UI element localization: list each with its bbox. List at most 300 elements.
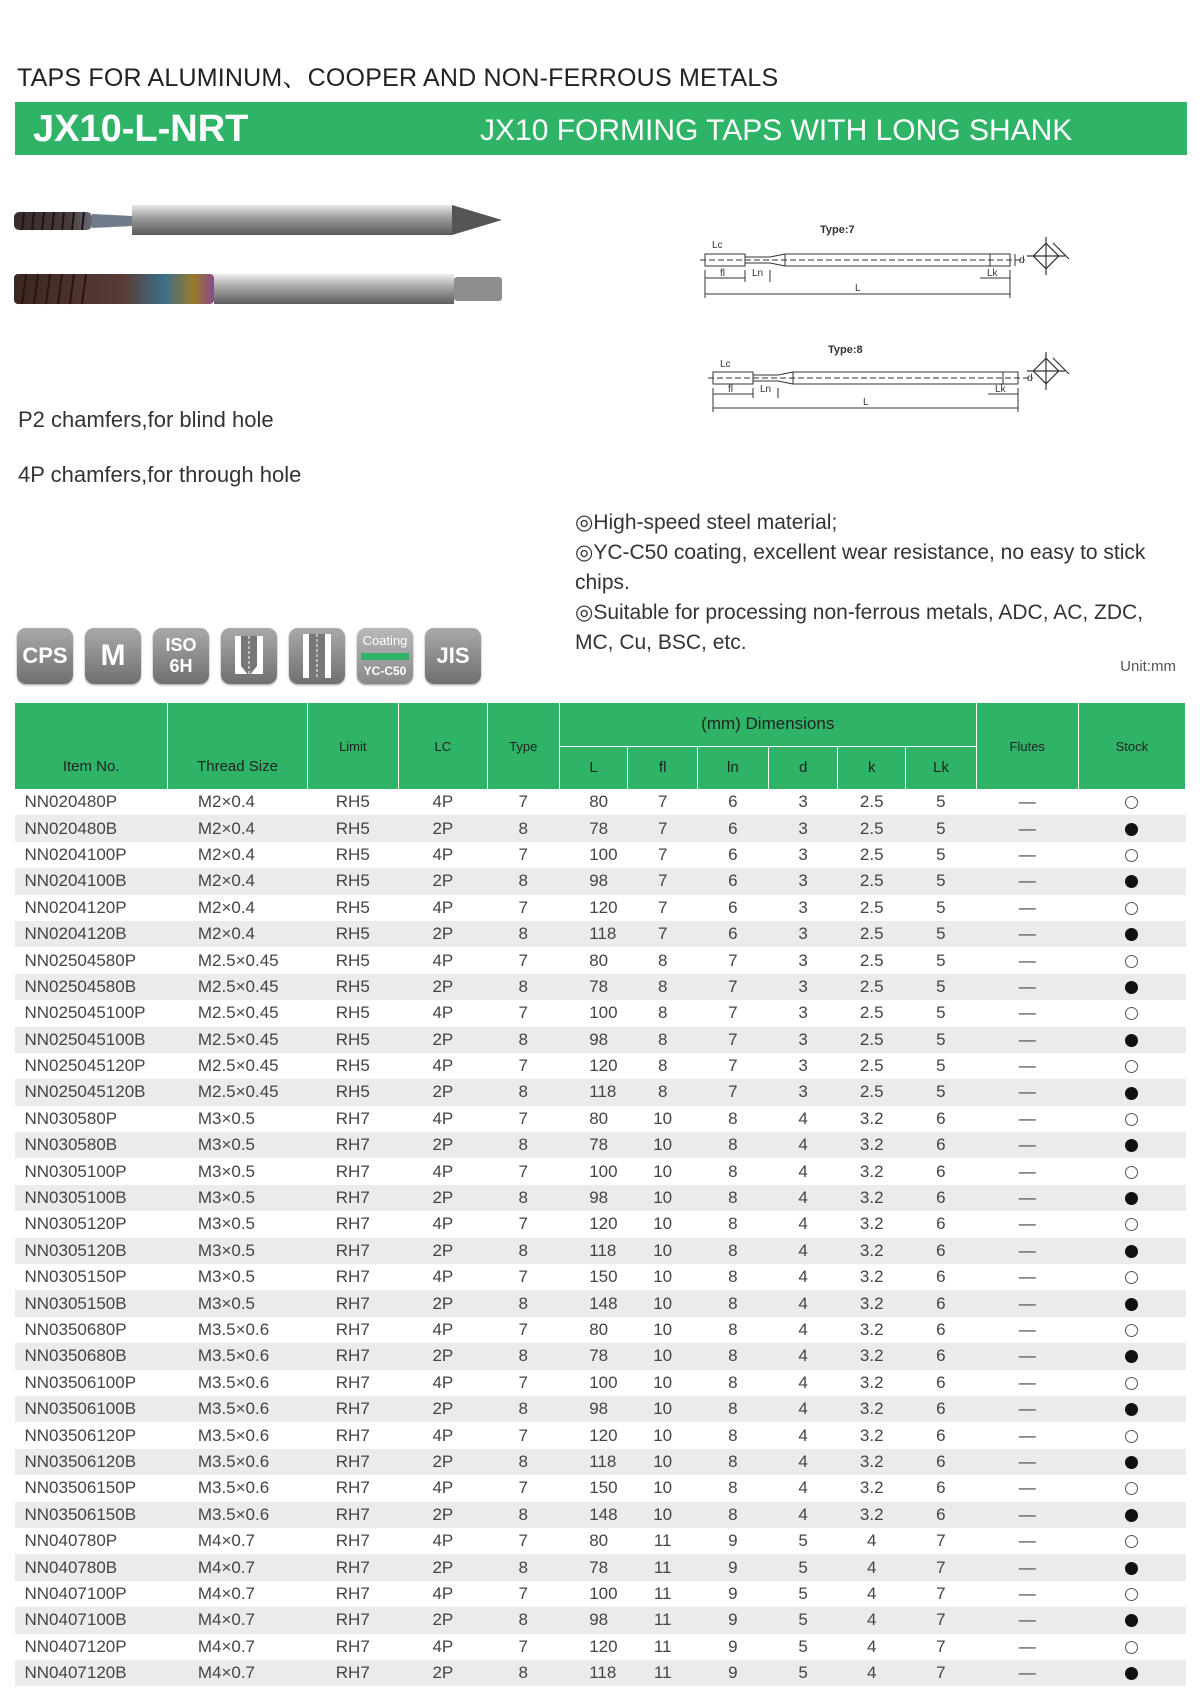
ln-cell: 9	[728, 1583, 738, 1603]
item-no-cell: NN0204100B	[15, 868, 168, 894]
thread-size-cell: M4×0.7	[168, 1660, 307, 1686]
flutes-cell: —	[1018, 1161, 1036, 1181]
item-no-cell: NN0407100B	[15, 1607, 168, 1633]
fl-cell: 11	[653, 1583, 672, 1603]
type-cell: 8	[487, 921, 559, 947]
d-cell: 4	[798, 1108, 808, 1128]
flutes-cell: —	[1018, 1531, 1036, 1551]
lk-cell: 6	[906, 1132, 977, 1158]
d-cell: 3	[768, 1027, 838, 1053]
stock-cell	[1078, 1370, 1185, 1396]
fl-cell: 11	[628, 1554, 698, 1580]
l-cell: 120	[589, 1056, 618, 1076]
lc-cell: 4P	[432, 1320, 454, 1339]
table-row	[15, 1238, 1186, 1264]
ln-cell: 7	[698, 1079, 769, 1105]
lc-cell: 2P	[398, 1607, 487, 1633]
col-lc: LC	[398, 703, 487, 789]
title-banner	[15, 102, 1187, 155]
l-cell: 150	[589, 1478, 618, 1498]
lk-cell: 6	[936, 1108, 946, 1128]
lc-cell: 4P	[432, 792, 454, 812]
ln-cell: 6	[728, 897, 738, 917]
lk-cell: 6	[906, 1238, 977, 1264]
lk-cell: 5	[936, 897, 946, 917]
l-cell: 148	[559, 1290, 628, 1316]
thread-size-cell: M2×0.4	[197, 792, 256, 812]
table-row	[15, 789, 1186, 815]
ln-cell: 7	[698, 974, 769, 1000]
lc-cell: 4P	[432, 1108, 454, 1128]
stock-cell	[1078, 1554, 1185, 1580]
ln-cell: 8	[728, 1214, 738, 1234]
d-cell: 4	[798, 1425, 808, 1445]
k-cell: 2.5	[838, 974, 906, 1000]
l-cell: 98	[559, 868, 628, 894]
fl-cell: 7	[628, 921, 698, 947]
fl-cell: 8	[657, 1056, 668, 1076]
ln-cell: 7	[728, 1003, 738, 1023]
k-cell: 3.2	[838, 1449, 906, 1475]
type-cell: 7	[518, 844, 529, 864]
col-Lk: Lk	[906, 746, 977, 789]
not-in-stock-circle-icon	[1125, 1588, 1138, 1601]
type-cell: 8	[487, 1290, 559, 1316]
fl-cell: 11	[628, 1607, 698, 1633]
stock-cell	[1078, 1581, 1185, 1607]
type-cell: 7	[518, 1214, 529, 1234]
lk-cell: 6	[936, 1372, 946, 1392]
lk-cell: 6	[906, 1449, 977, 1475]
limit-cell: RH7	[307, 1449, 398, 1475]
type-cell: 7	[518, 897, 529, 917]
col-k: k	[838, 746, 906, 789]
flutes-cell: —	[1018, 950, 1036, 970]
stock-cell	[1078, 1396, 1185, 1422]
lk-cell: 5	[936, 1003, 946, 1023]
limit-cell: RH7	[307, 1554, 398, 1580]
ln-cell: 8	[728, 1320, 738, 1339]
cps-badge: CPS	[17, 628, 73, 684]
fl-label: fl	[720, 268, 725, 279]
item-no-cell: NN0204100P	[24, 844, 127, 864]
d-cell: 4	[798, 1267, 808, 1287]
item-no-cell: NN0407120P	[24, 1636, 127, 1656]
in-stock-dot-icon	[1125, 981, 1138, 994]
k-cell: 3.2	[859, 1372, 884, 1392]
d-cell: 5	[798, 1636, 808, 1656]
l-cell: 118	[559, 1660, 628, 1686]
fl-cell: 10	[653, 1161, 673, 1181]
type-cell: 7	[518, 1425, 529, 1445]
lc-cell: 4P	[432, 1636, 454, 1656]
thread-size-cell: M2.5×0.45	[197, 950, 279, 970]
thread-size-cell: M3.5×0.6	[168, 1502, 307, 1528]
lk-cell: 6	[936, 1425, 946, 1445]
thread-size-cell: M3×0.5	[197, 1214, 256, 1234]
thread-size-cell: M2×0.4	[197, 897, 256, 917]
lc-cell: 2P	[398, 1449, 487, 1475]
k-cell: 3.2	[859, 1214, 884, 1234]
limit-cell: RH5	[307, 1079, 398, 1105]
l-cell: 78	[559, 1132, 628, 1158]
l-cell: 98	[559, 1396, 628, 1422]
table-row	[15, 1158, 1186, 1184]
d-cell: 4	[768, 1132, 838, 1158]
limit-cell: RH7	[307, 1502, 398, 1528]
ln-cell: 9	[728, 1636, 738, 1656]
limit-cell: RH7	[307, 1185, 398, 1211]
type7-diagram	[690, 220, 1050, 310]
k-cell: 3.2	[859, 1108, 884, 1128]
lk-cell: 7	[906, 1660, 977, 1686]
stock-cell	[1078, 1317, 1185, 1343]
d-cell: 3	[798, 844, 808, 864]
k-cell: 2.5	[859, 792, 884, 812]
k-cell: 4	[867, 1636, 877, 1656]
fl-cell: 10	[628, 1343, 698, 1369]
item-no-cell: NN03506100B	[15, 1396, 168, 1422]
not-in-stock-circle-icon	[1125, 955, 1138, 968]
flutes-cell: —	[976, 868, 1078, 894]
flutes-cell: —	[1018, 1320, 1036, 1339]
lk-cell: 6	[906, 1396, 977, 1422]
thread-size-cell: M3×0.5	[197, 1108, 256, 1128]
thread-size-cell: M2.5×0.45	[197, 1003, 279, 1023]
ln-label: Ln	[752, 268, 764, 279]
item-no-cell: NN0204120B	[15, 921, 168, 947]
not-in-stock-circle-icon	[1125, 1060, 1138, 1073]
k-cell: 4	[867, 1531, 877, 1551]
lk-cell: 7	[906, 1554, 977, 1580]
lc-cell: 4P	[432, 1478, 454, 1498]
col-stock: Stock	[1078, 703, 1185, 789]
limit-cell: RH7	[335, 1531, 370, 1551]
flutes-cell: —	[976, 921, 1078, 947]
d-cell: 4	[798, 1214, 808, 1234]
in-stock-dot-icon	[1125, 1403, 1138, 1416]
flutes-cell: —	[976, 1238, 1078, 1264]
spec-table	[14, 703, 1186, 1686]
lk-cell: 6	[936, 1214, 946, 1234]
fl-cell: 8	[657, 1003, 668, 1023]
through-hole-icon	[289, 628, 345, 684]
flutes-cell: —	[1018, 1003, 1036, 1023]
type-cell: 8	[487, 1185, 559, 1211]
limit-cell: RH7	[307, 1396, 398, 1422]
item-no-cell: NN0350680B	[15, 1343, 168, 1369]
flutes-cell: —	[976, 1343, 1078, 1369]
ln-cell: 8	[698, 1449, 769, 1475]
coating-yc-c50-badge: Coating YC-C50	[357, 628, 413, 684]
lc-cell: 2P	[398, 1343, 487, 1369]
table-row	[15, 1528, 1186, 1554]
table-row	[15, 1264, 1186, 1290]
table-row	[15, 1079, 1186, 1105]
l-cell: 120	[589, 1636, 618, 1656]
col-fl: fl	[628, 746, 698, 789]
stock-cell	[1078, 974, 1185, 1000]
thread-size-cell: M4×0.7	[168, 1607, 307, 1633]
fl-cell: 11	[628, 1660, 698, 1686]
d-cell: 3	[798, 950, 808, 970]
limit-cell: RH7	[307, 1132, 398, 1158]
stock-cell	[1078, 1000, 1185, 1026]
fl-cell: 8	[628, 974, 698, 1000]
lk-cell: 6	[906, 1185, 977, 1211]
not-in-stock-circle-icon	[1125, 1377, 1138, 1390]
square-end-symbol-8	[1025, 350, 1075, 400]
lk-cell: 6	[936, 1320, 946, 1339]
l-cell: 98	[559, 1027, 628, 1053]
item-no-cell: NN025045100P	[24, 1003, 146, 1023]
k-cell: 2.5	[838, 815, 906, 841]
type-cell: 8	[487, 1343, 559, 1369]
in-stock-dot-icon	[1125, 1456, 1138, 1469]
k-cell: 4	[867, 1583, 877, 1603]
l-cell: 98	[559, 1607, 628, 1633]
flutes-cell: —	[976, 1554, 1078, 1580]
limit-cell: RH5	[335, 1056, 370, 1076]
not-in-stock-circle-icon	[1125, 1324, 1138, 1337]
thread-size-cell: M3×0.5	[168, 1132, 307, 1158]
l-cell: 80	[589, 1108, 609, 1128]
ln-cell: 8	[698, 1396, 769, 1422]
lc-cell: 2P	[398, 921, 487, 947]
lc-cell: 2P	[398, 1027, 487, 1053]
type-cell: 8	[487, 1027, 559, 1053]
limit-cell: RH5	[335, 1003, 370, 1023]
lc-cell: 4P	[432, 897, 454, 917]
item-no-cell: NN025045100B	[15, 1027, 168, 1053]
k-cell: 2.5	[859, 897, 884, 917]
stock-cell	[1078, 1185, 1185, 1211]
not-in-stock-circle-icon	[1125, 1007, 1138, 1020]
square-end-symbol	[1025, 235, 1075, 285]
ln-cell: 6	[698, 921, 769, 947]
ln-cell: 8	[698, 1185, 769, 1211]
lc-cell: 4P	[432, 1583, 454, 1603]
limit-cell: RH7	[335, 1372, 370, 1392]
flutes-cell: —	[1018, 1267, 1036, 1287]
thread-size-cell: M2.5×0.45	[168, 1027, 307, 1053]
category-title: TAPS FOR ALUMINUM、COOPER AND NON-FERROUS METALS	[17, 64, 779, 92]
ln-cell: 8	[728, 1478, 738, 1498]
fl-cell: 7	[657, 844, 668, 864]
fl-cell: 10	[653, 1478, 673, 1498]
lc-cell: 2P	[398, 1502, 487, 1528]
k-cell: 3.2	[859, 1425, 884, 1445]
thread-size-cell: M3.5×0.6	[197, 1478, 270, 1498]
chamfer-p2-note: P2 chamfers,for blind hole	[18, 407, 274, 432]
type-cell: 7	[518, 1320, 529, 1339]
item-no-cell: NN040780P	[24, 1531, 118, 1551]
l-cell: 100	[589, 1161, 618, 1181]
l-cell: 100	[589, 1003, 618, 1023]
lc-cell: 2P	[398, 1396, 487, 1422]
flutes-cell: —	[1018, 1056, 1036, 1076]
thread-size-cell: M3.5×0.6	[168, 1343, 307, 1369]
stock-cell	[1078, 1634, 1185, 1660]
table-row	[15, 947, 1186, 973]
stock-cell	[1078, 868, 1185, 894]
lc-cell: 2P	[398, 1185, 487, 1211]
lk-cell: 5	[906, 974, 977, 1000]
stock-cell	[1078, 1290, 1185, 1316]
fl-cell: 10	[653, 1267, 673, 1287]
not-in-stock-circle-icon	[1125, 1218, 1138, 1231]
thread-size-cell: M3.5×0.6	[168, 1449, 307, 1475]
k-cell: 3.2	[859, 1161, 884, 1181]
type8-diagram	[698, 342, 1058, 422]
flutes-cell: —	[976, 1396, 1078, 1422]
spec-table-body	[15, 789, 1186, 1686]
l-cell: 150	[589, 1267, 618, 1287]
k-cell: 3.2	[838, 1132, 906, 1158]
ln-cell: 6	[698, 868, 769, 894]
not-in-stock-circle-icon	[1125, 1166, 1138, 1179]
flutes-cell: —	[1018, 1425, 1036, 1445]
lk-cell: 5	[936, 792, 946, 812]
limit-cell: RH7	[307, 1343, 398, 1369]
lc-cell: 4P	[432, 1214, 454, 1234]
in-stock-dot-icon	[1125, 1667, 1138, 1680]
type-cell: 7	[518, 1583, 529, 1603]
ln-cell: 9	[698, 1607, 769, 1633]
fl-cell: 7	[628, 868, 698, 894]
table-row	[15, 1027, 1186, 1053]
lk-label-8: Lk	[995, 384, 1006, 395]
limit-cell: RH7	[335, 1320, 370, 1339]
k-cell: 4	[838, 1554, 906, 1580]
stock-cell	[1078, 1528, 1185, 1554]
fl-cell: 10	[653, 1214, 673, 1234]
l-cell: 118	[559, 1449, 628, 1475]
d-cell: 4	[798, 1320, 808, 1339]
lk-cell: 6	[936, 1267, 946, 1287]
table-row	[15, 1660, 1186, 1686]
in-stock-dot-icon	[1125, 875, 1138, 888]
d-label-8: d	[1027, 373, 1033, 384]
ln-cell: 7	[728, 950, 738, 970]
k-cell: 3.2	[859, 1320, 884, 1339]
thread-size-cell: M3.5×0.6	[197, 1320, 270, 1339]
ln-cell: 8	[698, 1343, 769, 1369]
type-cell: 8	[487, 1238, 559, 1264]
l-cell: 118	[559, 1238, 628, 1264]
l-cell: 118	[559, 1079, 628, 1105]
d-cell: 5	[768, 1660, 838, 1686]
thread-size-cell: M3×0.5	[168, 1238, 307, 1264]
lc-cell: 4P	[432, 1531, 454, 1551]
stock-cell	[1078, 1422, 1185, 1448]
blind-hole-icon	[221, 628, 277, 684]
table-row	[15, 974, 1186, 1000]
ln-cell: 9	[698, 1660, 769, 1686]
fl-cell: 10	[628, 1290, 698, 1316]
flutes-cell: —	[976, 1290, 1078, 1316]
k-cell: 4	[838, 1607, 906, 1633]
d-cell: 3	[768, 921, 838, 947]
lk-cell: 6	[906, 1290, 977, 1316]
fl-cell: 8	[628, 1027, 698, 1053]
fl-cell: 10	[628, 1185, 698, 1211]
ln-cell: 8	[698, 1238, 769, 1264]
fl-cell: 10	[653, 1320, 673, 1339]
l-cell: 118	[559, 921, 628, 947]
type-cell: 7	[518, 1108, 529, 1128]
in-stock-dot-icon	[1125, 1139, 1138, 1152]
fl-cell: 10	[653, 1108, 673, 1128]
d-cell: 4	[798, 1161, 808, 1181]
not-in-stock-circle-icon	[1125, 1430, 1138, 1443]
thread-size-cell: M4×0.7	[197, 1583, 256, 1603]
thread-size-cell: M3.5×0.6	[197, 1425, 270, 1445]
k-cell: 2.5	[859, 950, 884, 970]
not-in-stock-circle-icon	[1125, 1271, 1138, 1284]
ln-label-8: Ln	[760, 384, 772, 395]
in-stock-dot-icon	[1125, 1509, 1138, 1522]
k-cell: 3.2	[859, 1267, 884, 1287]
feature-item: ◎High-speed steel material;	[575, 511, 838, 534]
banner-subtitle: JX10 FORMING TAPS WITH LONG SHANK	[480, 114, 1073, 147]
type-cell: 8	[487, 1660, 559, 1686]
table-row	[15, 1211, 1186, 1237]
k-cell: 2.5	[838, 1027, 906, 1053]
table-row	[15, 1370, 1186, 1396]
fl-cell: 10	[653, 1372, 673, 1392]
lc-cell: 2P	[398, 1290, 487, 1316]
stock-cell	[1078, 1607, 1185, 1633]
limit-cell: RH5	[335, 950, 370, 970]
lc-cell: 4P	[432, 1003, 454, 1023]
stock-cell	[1078, 947, 1185, 973]
flutes-cell: —	[976, 1079, 1078, 1105]
item-no-cell: NN020480B	[15, 815, 168, 841]
thread-size-cell: M4×0.7	[168, 1554, 307, 1580]
lc-cell: 4P	[432, 1161, 454, 1181]
type-cell: 7	[518, 1636, 529, 1656]
thread-size-cell: M2×0.4	[168, 921, 307, 947]
k-cell: 2.5	[859, 1003, 884, 1023]
d-cell: 4	[768, 1238, 838, 1264]
fl-cell: 8	[628, 1079, 698, 1105]
table-row	[15, 1554, 1186, 1580]
item-no-cell: NN03506150B	[15, 1502, 168, 1528]
ln-cell: 8	[728, 1161, 738, 1181]
ln-cell: 8	[698, 1502, 769, 1528]
k-cell: 3.2	[838, 1238, 906, 1264]
item-no-cell: NN02504580B	[15, 974, 168, 1000]
fl-cell: 10	[628, 1396, 698, 1422]
thread-size-cell: M4×0.7	[197, 1531, 256, 1551]
table-row	[15, 1502, 1186, 1528]
limit-cell: RH5	[307, 815, 398, 841]
col-limit: Limit	[307, 703, 398, 789]
flutes-cell: —	[976, 1607, 1078, 1633]
ln-cell: 6	[728, 844, 738, 864]
type-cell: 7	[518, 1531, 529, 1551]
flutes-cell: —	[976, 1449, 1078, 1475]
l-cell: 80	[589, 792, 609, 812]
d-cell: 4	[768, 1290, 838, 1316]
stock-cell	[1078, 815, 1185, 841]
flutes-cell: —	[1018, 1108, 1036, 1128]
in-stock-dot-icon	[1125, 1087, 1138, 1100]
table-row	[15, 1634, 1186, 1660]
stock-cell	[1078, 1106, 1185, 1132]
l-cell: 78	[559, 815, 628, 841]
